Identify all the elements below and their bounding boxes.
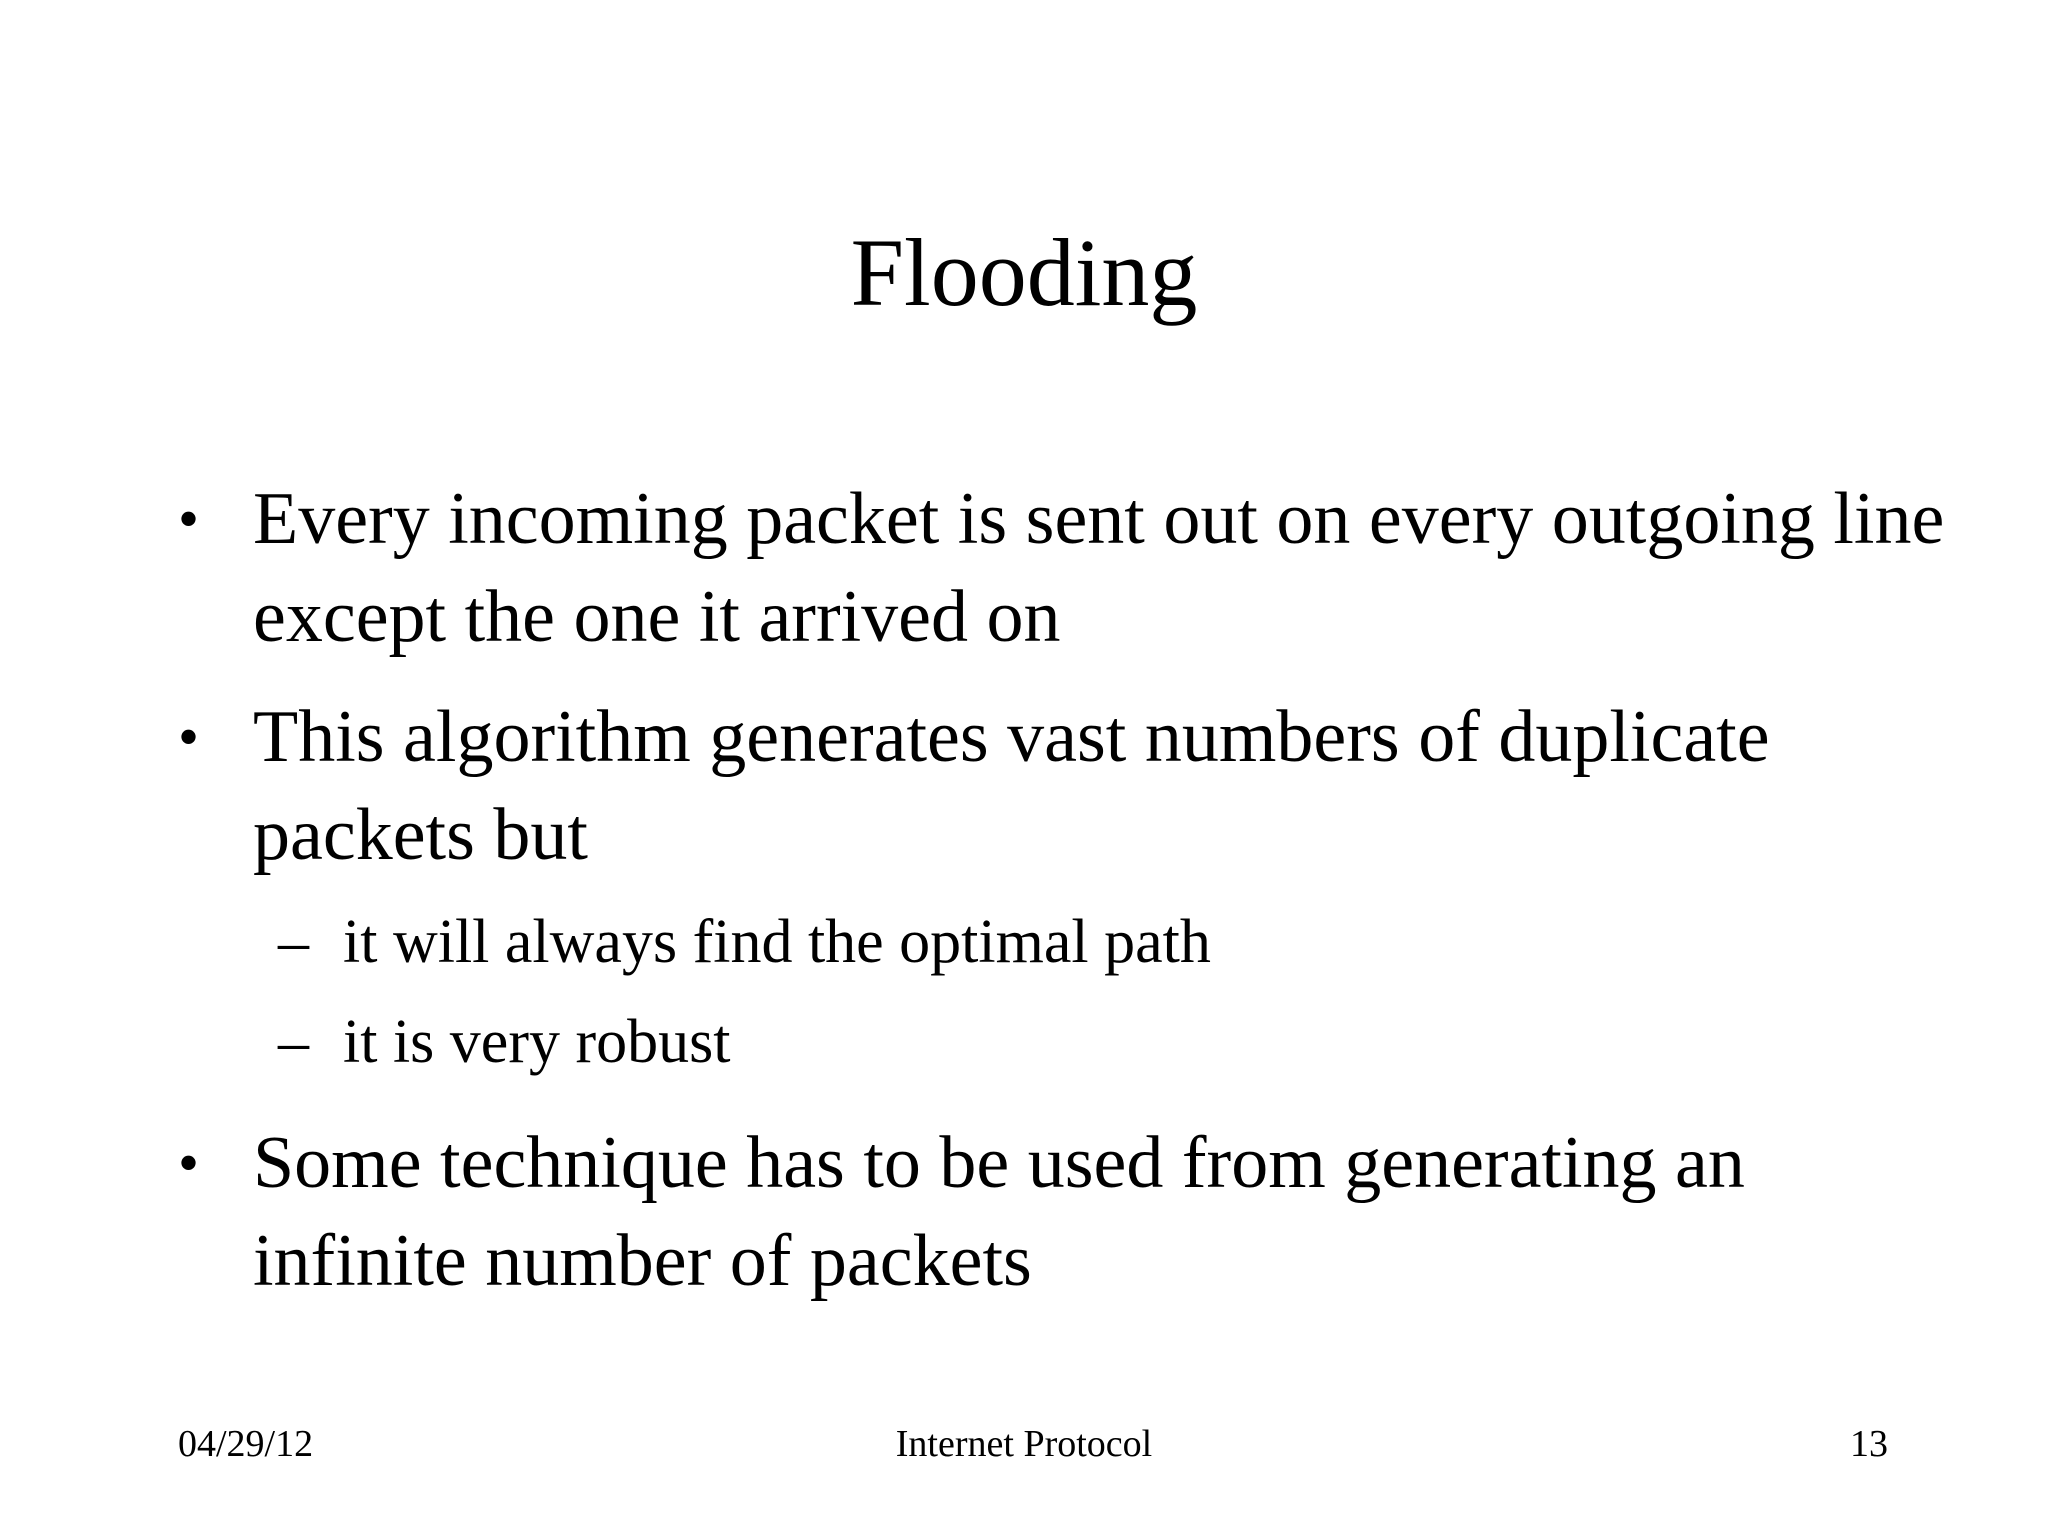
- bullet-item: [0, 470, 2048, 666]
- sub-bullet-marker: –: [278, 1008, 309, 1076]
- sub-bullet-list: [253, 892, 1968, 1092]
- sub-bullet-marker: –: [278, 908, 309, 976]
- page-number: 13: [1850, 1423, 1888, 1465]
- bullet-list: [0, 470, 2048, 1332]
- bullet-marker: •: [178, 486, 200, 552]
- bullet-text: Every incoming packet is sent out on every outgoing line except the one it arrived on: [253, 478, 1945, 658]
- bullet-marker: •: [178, 1130, 200, 1196]
- bullet-marker: •: [178, 704, 200, 770]
- sub-bullet-text: it will always find the optimal path: [343, 908, 1211, 976]
- bullet-text: Some technique has to be used from generating an infinite number of packets: [253, 1122, 1745, 1302]
- bullet-text: This algorithm generates vast numbers of duplicate packets but: [253, 696, 1770, 876]
- footer-title: Internet Protocol: [895, 1423, 1153, 1465]
- sub-bullet-item: [0, 892, 1968, 992]
- slide-title: Flooding: [850, 219, 1198, 326]
- sub-bullet-text: it is very robust: [343, 1008, 731, 1076]
- footer-date: 04/29/12: [178, 1423, 314, 1465]
- bullet-item: [0, 1114, 2048, 1310]
- sub-bullet-item: [0, 992, 1968, 1092]
- bullet-item: [0, 688, 2048, 1092]
